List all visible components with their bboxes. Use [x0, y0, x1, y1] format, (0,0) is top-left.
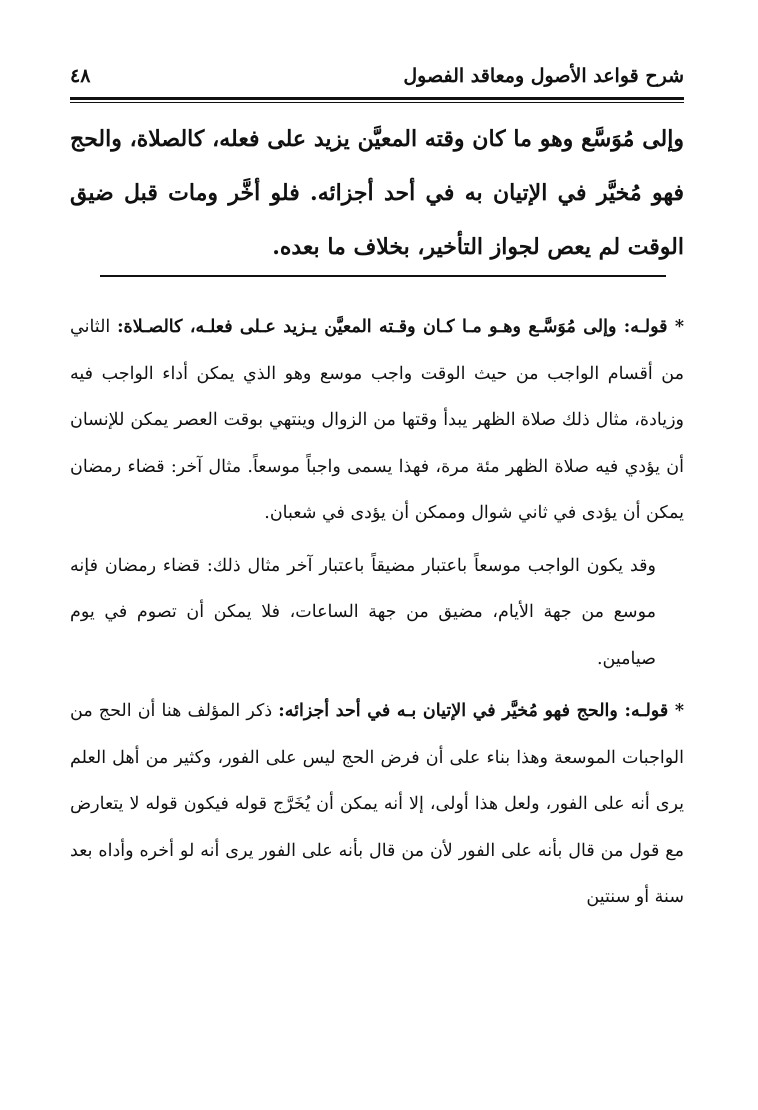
commentary-paragraph-1: [70, 304, 684, 537]
header-rule: [70, 97, 684, 100]
page-header: [70, 58, 684, 94]
book-title: شرح قواعد الأصول ومعاقد الفصول: [403, 65, 684, 87]
commentary-body-3: ذكر المؤلف هنا أن الحج من الواجبات الموسعة وهذا بناء على أن فرض الحج ليس على الفور، وكثير من أهل العلم يرى أنه على الفور، ولعل هذا أولى، إلا أنه يمكن أن يُخَرَّج قوله فيكون قوله لا يتعارض مع قول من قال بأنه على الفور لأن من قال بأنه على الفور يرى أنه لو أخره وأداه بعد سنة أو سنتين: [70, 701, 684, 907]
commentary-lead-3: * قولـه: والحج فهو مُخيَّر في الإتيان بـه في أحد أجزائه:: [278, 701, 684, 721]
commentary-body-1: الثاني من أقسام الواجب من حيث الوقت واجب موسع وهو الذي يمكن أداء الواجب فيه وزيادة، مثال ذلك صلاة الظهر يبدأ وقتها من الزوال وينتهي بوقت العصر يمكن للإنسان أن يؤدي فيه صلاة الظهر مئة مرة، فهذا يسمى واجباً موسعاً. مثال آخر: قضاء رمضان يمكن أن يؤدى في ثاني شوال وممكن أن يؤدى في شعبان.: [70, 317, 684, 523]
commentary-paragraph-3: [70, 688, 684, 921]
header-rule-thin: [70, 102, 684, 103]
section-divider: [100, 275, 666, 277]
commentary-paragraph-2: وقد يكون الواجب موسعاً باعتبار مضيقاً باعتبار آخر مثال ذلك: قضاء رمضان فإنه موسع من جهة الأيام، مضيق من جهة الساعات، فلا يمكن أن تصوم في يوم صيامين.: [70, 555, 656, 669]
commentary-lead-1: * قولـه: وإلى مُوَسَّـع وهـو مـا كـان وقـته المعيَّن يـزيد عـلى فعلـه، كالصـلاة:: [117, 317, 684, 337]
matn-text: وإلى مُوَسَّع وهو ما كان وقته المعيَّن يزيد على فعله، كالصلاة، والحج فهو مُخيَّر في الإتيان به في أحد أجزائه. فلو أخَّر ومات قبل ضيق الوقت لم يعص لجواز التأخير، بخلاف ما بعده.: [70, 126, 684, 260]
commentary: [70, 304, 684, 921]
page-number: ٤٨: [70, 65, 91, 87]
